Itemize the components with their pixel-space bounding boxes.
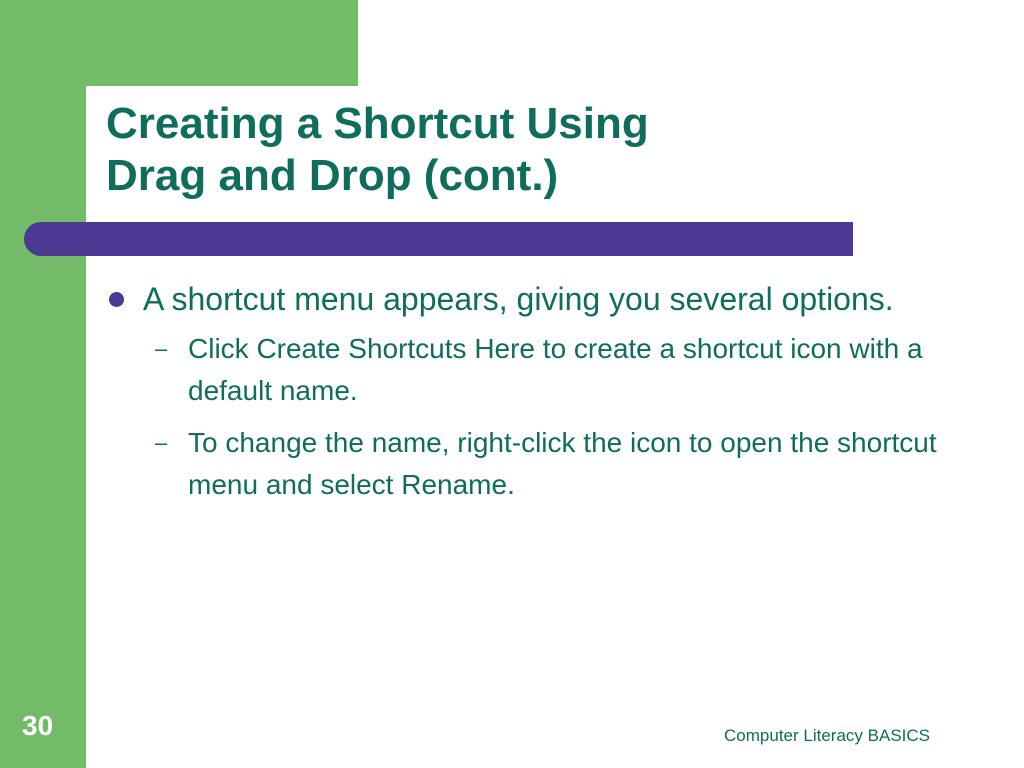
bullet-item bbox=[106, 276, 966, 322]
sub-bullet-text: To change the name, right-click the icon to open the shortcut menu and select Rename. bbox=[188, 427, 937, 500]
footer-text: Computer Literacy BASICS bbox=[724, 726, 930, 745]
sub-bullet-item bbox=[106, 328, 966, 412]
green-frame-top bbox=[0, 0, 358, 86]
slide-body bbox=[106, 276, 966, 506]
bullet-text: A shortcut menu appears, giving you several options. bbox=[143, 281, 894, 317]
dash-icon: – bbox=[155, 430, 168, 455]
title-divider-bar bbox=[24, 222, 853, 256]
title-line-1: Creating a Shortcut Using bbox=[106, 99, 649, 148]
dash-icon: – bbox=[155, 336, 168, 361]
title-line-2: Drag and Drop (cont.) bbox=[106, 151, 559, 200]
slide-title bbox=[106, 98, 926, 202]
bullet-dot-icon bbox=[109, 292, 124, 307]
sub-bullet-item bbox=[106, 422, 966, 506]
sub-bullet-text: Click Create Shortcuts Here to create a shortcut icon with a default name. bbox=[188, 333, 923, 406]
green-frame-left bbox=[0, 0, 86, 768]
page-number: 30 bbox=[22, 710, 54, 741]
